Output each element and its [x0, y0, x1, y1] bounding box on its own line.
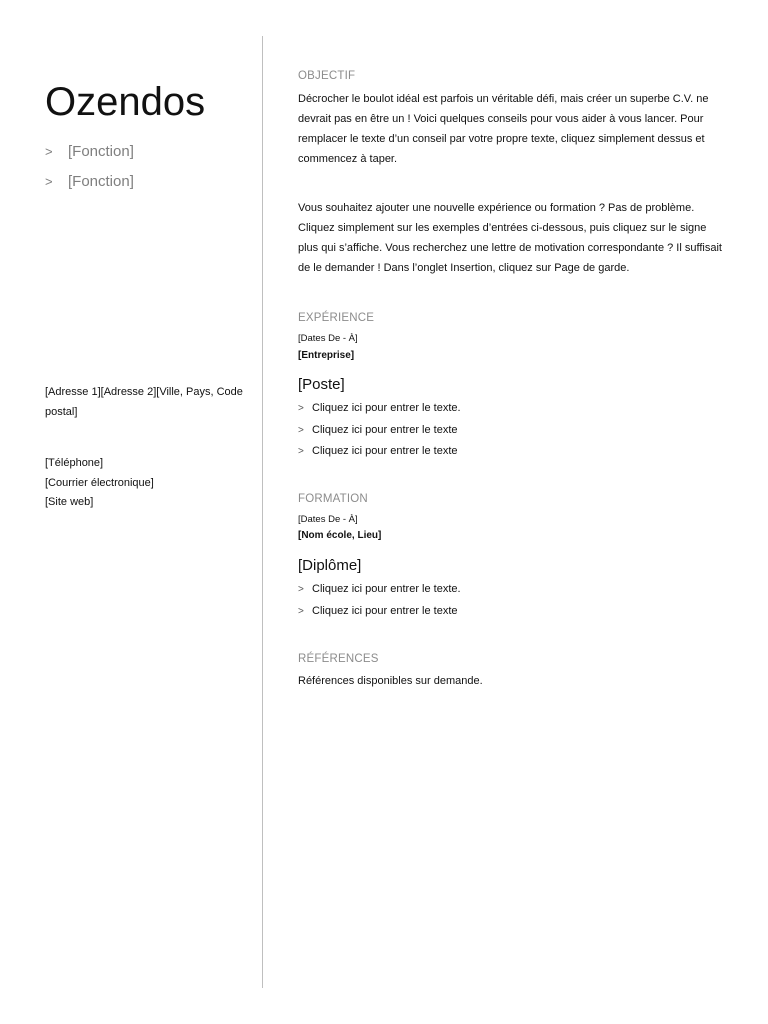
experience-position[interactable]: [Poste] — [298, 376, 345, 393]
education-school[interactable]: [Nom école, Lieu] — [298, 530, 382, 541]
column-divider — [262, 36, 263, 988]
function-text[interactable]: [Fonction] — [68, 143, 134, 160]
phone-field[interactable]: [Téléphone] — [45, 457, 104, 469]
list-item-text[interactable]: Cliquez ici pour entrer le texte — [312, 445, 458, 457]
list-item-text[interactable]: Cliquez ici pour entrer le texte. — [312, 402, 461, 414]
list-item-text[interactable]: Cliquez ici pour entrer le texte — [312, 604, 458, 617]
list-item-text[interactable]: Cliquez ici pour entrer le texte. — [312, 583, 461, 595]
chevron-right-icon: > — [298, 403, 304, 414]
chevron-right-icon: > — [298, 605, 304, 617]
function-list — [45, 140, 134, 200]
education-title: FORMATION — [298, 493, 368, 505]
list-item-text[interactable]: Cliquez ici pour entrer le texte — [312, 423, 458, 436]
list-item[interactable] — [298, 420, 461, 442]
experience-company[interactable]: [Entreprise] — [298, 350, 355, 361]
references-text[interactable]: Références disponibles sur demande. — [298, 675, 483, 687]
chevron-right-icon: > — [298, 584, 304, 595]
address-block[interactable]: [Adresse 1][Adresse 2][Ville, Pays, Code postal] — [45, 386, 243, 418]
objective-title: OBJECTIF — [298, 70, 356, 82]
contact-block — [45, 454, 154, 513]
list-item[interactable] — [298, 441, 461, 463]
chevron-right-icon: > — [45, 144, 53, 159]
education-degree[interactable]: [Diplôme] — [298, 557, 362, 574]
chevron-right-icon: > — [298, 424, 304, 436]
experience-dates[interactable]: [Dates De - À] — [298, 333, 358, 344]
list-item[interactable] — [298, 601, 461, 623]
education-dates[interactable]: [Dates De - À] — [298, 514, 358, 525]
education-bullets — [298, 579, 461, 622]
list-item[interactable] — [298, 398, 461, 420]
function-text[interactable]: [Fonction] — [68, 173, 134, 190]
chevron-right-icon: > — [298, 446, 304, 457]
objective-paragraph-1[interactable]: Décrocher le boulot idéal est parfois un véritable défi, mais créer un superbe C.V. ne devrait pas en être un ! Voici quelques conseils pour vous aider à vous lancer. Pour remplacer le texte d’un conseil par votre propre texte, cliquez simplement dessus et commencez à taper. — [298, 93, 709, 165]
website-field[interactable]: [Site web] — [45, 496, 94, 508]
email-field[interactable]: [Courrier électronique] — [45, 476, 154, 489]
objective-paragraph-2[interactable]: Vous souhaitez ajouter une nouvelle expérience ou formation ? Pas de problème. Cliquez simplement sur les exemples d’entrées ci-dessous, puis cliquez sur le signe plus qui s’affiche. Vous recherchez une lettre de motivation correspondante ? Il suffisait de le demander ! Dans l’onglet Insertion, cliquez sur Page de garde. — [298, 202, 722, 274]
candidate-name[interactable]: Ozendos — [45, 80, 206, 124]
function-item[interactable] — [45, 140, 134, 170]
experience-bullets — [298, 398, 461, 463]
list-item[interactable] — [298, 579, 461, 601]
experience-title: EXPÉRIENCE — [298, 312, 375, 324]
chevron-right-icon: > — [45, 174, 53, 189]
function-item[interactable] — [45, 170, 134, 200]
references-title: RÉFÉRENCES — [298, 653, 379, 665]
